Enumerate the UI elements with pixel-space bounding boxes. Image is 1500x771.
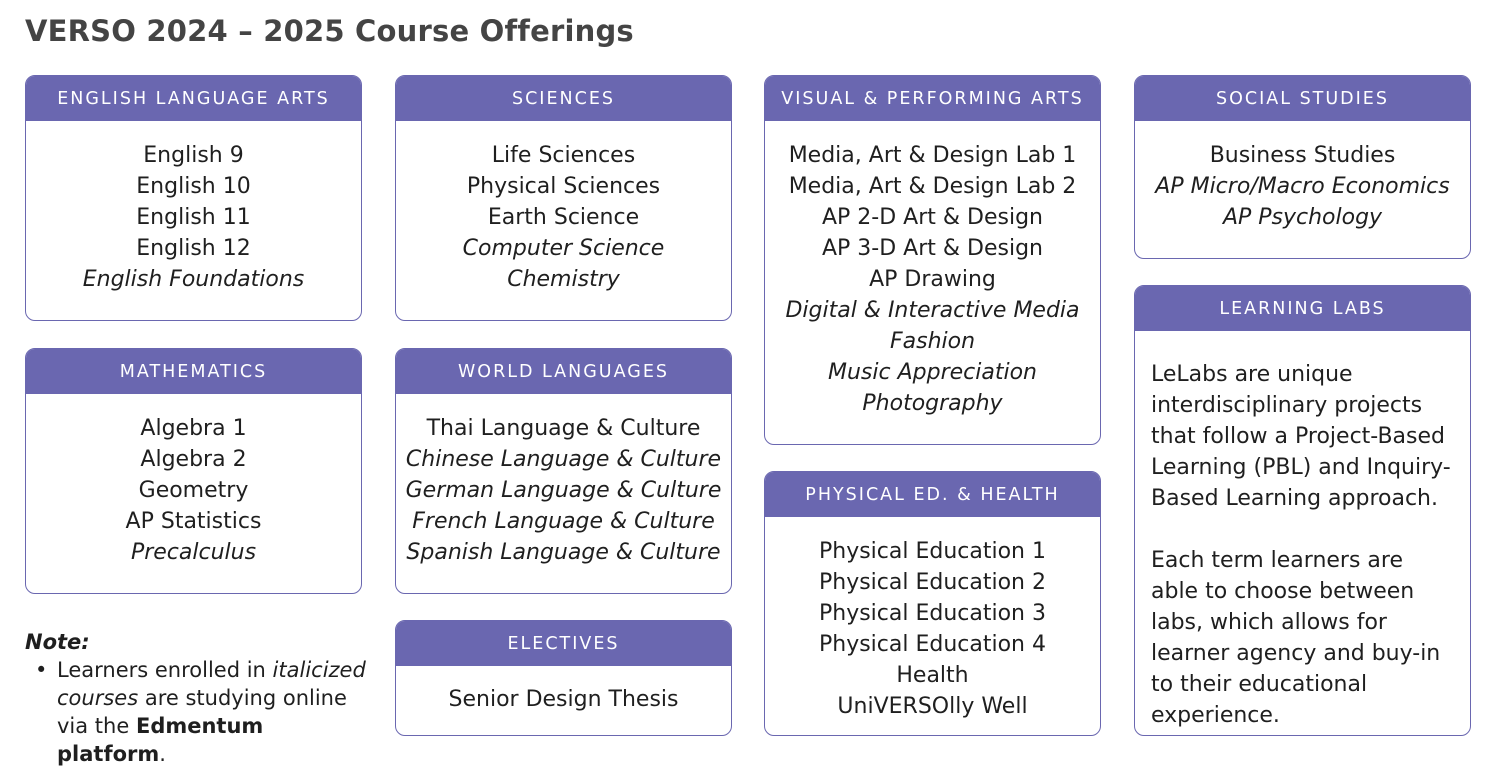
box-electives	[395, 620, 732, 736]
labs-paragraph: LeLabs are unique interdisciplinary projects that follow a Project-Based Learning (PBL) and Inquiry-Based Learning approach.	[1151, 362, 1451, 511]
learning-labs-description	[1135, 331, 1470, 731]
course-item: English 12	[136, 236, 251, 261]
course-item: English 10	[136, 174, 251, 199]
note-platform-name: Edmentum platform	[57, 714, 264, 766]
course-item: Geometry	[138, 478, 249, 503]
course-item: Physical Education 1	[818, 539, 1046, 564]
box-learning-labs	[1134, 285, 1471, 736]
course-item: Precalculus	[130, 540, 257, 565]
box-heading: VISUAL & PERFORMING ARTS	[765, 76, 1100, 121]
course-list	[765, 140, 1100, 419]
course-item: AP 2-D Art & Design	[822, 205, 1043, 230]
box-heading: PHYSICAL ED. & HEALTH	[765, 472, 1100, 517]
box-heading: SCIENCES	[396, 76, 731, 121]
course-item: Media, Art & Design Lab 1	[788, 143, 1077, 168]
note-text-middle: are studying online via the	[57, 686, 347, 738]
course-item: Algebra 2	[140, 447, 247, 472]
course-item: Chinese Language & Culture	[405, 447, 722, 472]
course-item: Fashion	[889, 329, 976, 354]
box-mathematics	[25, 348, 362, 594]
course-item: English 11	[136, 205, 251, 230]
course-item: Physical Education 2	[818, 570, 1046, 595]
note-text-before: Learners enrolled in	[57, 658, 266, 682]
course-list	[396, 684, 731, 715]
course-item: Physical Sciences	[466, 174, 661, 199]
box-heading: WORLD LANGUAGES	[396, 349, 731, 394]
course-item: Photography	[862, 391, 1003, 416]
course-item: Earth Science	[487, 205, 640, 230]
course-item: French Language & Culture	[412, 509, 715, 534]
box-social-studies	[1134, 75, 1471, 259]
page-title: VERSO 2024 – 2025 Course Offerings	[25, 14, 634, 48]
course-item: Chemistry	[507, 267, 620, 292]
course-list	[396, 140, 731, 295]
course-list	[26, 413, 361, 568]
course-item: AP Statistics	[125, 509, 262, 534]
box-english-language-arts	[25, 75, 362, 321]
note	[25, 628, 375, 768]
labs-paragraph: Each term learners are able to choose between labs, which allows for learner agency and buy-in to their educational experience.	[1151, 548, 1441, 728]
box-visual-performing-arts	[764, 75, 1101, 445]
box-heading: ELECTIVES	[396, 621, 731, 666]
box-heading: SOCIAL STUDIES	[1135, 76, 1470, 121]
note-item	[35, 656, 375, 768]
course-item: Life Sciences	[491, 143, 636, 168]
course-item: AP 3-D Art & Design	[822, 236, 1043, 261]
course-list	[765, 536, 1100, 722]
course-item: AP Drawing	[869, 267, 996, 292]
course-list	[396, 413, 731, 568]
course-item: English 9	[143, 143, 244, 168]
box-heading: ENGLISH LANGUAGE ARTS	[26, 76, 361, 121]
course-item: Algebra 1	[140, 416, 247, 441]
course-item: English Foundations	[82, 267, 305, 292]
course-item: Business Studies	[1209, 143, 1396, 168]
course-item: Senior Design Thesis	[448, 687, 679, 712]
course-item: Physical Education 3	[818, 601, 1046, 626]
course-item: Media, Art & Design Lab 2	[788, 174, 1077, 199]
course-item: Health	[896, 663, 969, 688]
box-heading: MATHEMATICS	[26, 349, 361, 394]
note-label: Note:	[25, 630, 90, 654]
box-world-languages	[395, 348, 732, 594]
course-item: Physical Education 4	[818, 632, 1046, 657]
course-item: UniVERSOlly Well	[837, 694, 1028, 719]
course-item: Music Appreciation	[828, 360, 1037, 385]
note-list	[25, 656, 375, 768]
box-heading: LEARNING LABS	[1135, 286, 1470, 331]
course-list	[1135, 140, 1470, 233]
note-text-after: .	[159, 742, 166, 766]
box-physical-ed-health	[764, 471, 1101, 736]
course-item: Thai Language & Culture	[426, 416, 701, 441]
course-item: Computer Science	[462, 236, 665, 261]
note-italic-text: italicized courses	[57, 658, 366, 710]
course-item: German Language & Culture	[405, 478, 722, 503]
course-list	[26, 140, 361, 295]
course-item: AP Psychology	[1222, 205, 1383, 230]
bullet-icon: •	[35, 658, 48, 682]
course-item: AP Micro/Macro Economics	[1155, 174, 1450, 199]
box-sciences	[395, 75, 732, 321]
course-item: Spanish Language & Culture	[406, 540, 721, 565]
course-item: Digital & Interactive Media	[785, 298, 1080, 323]
